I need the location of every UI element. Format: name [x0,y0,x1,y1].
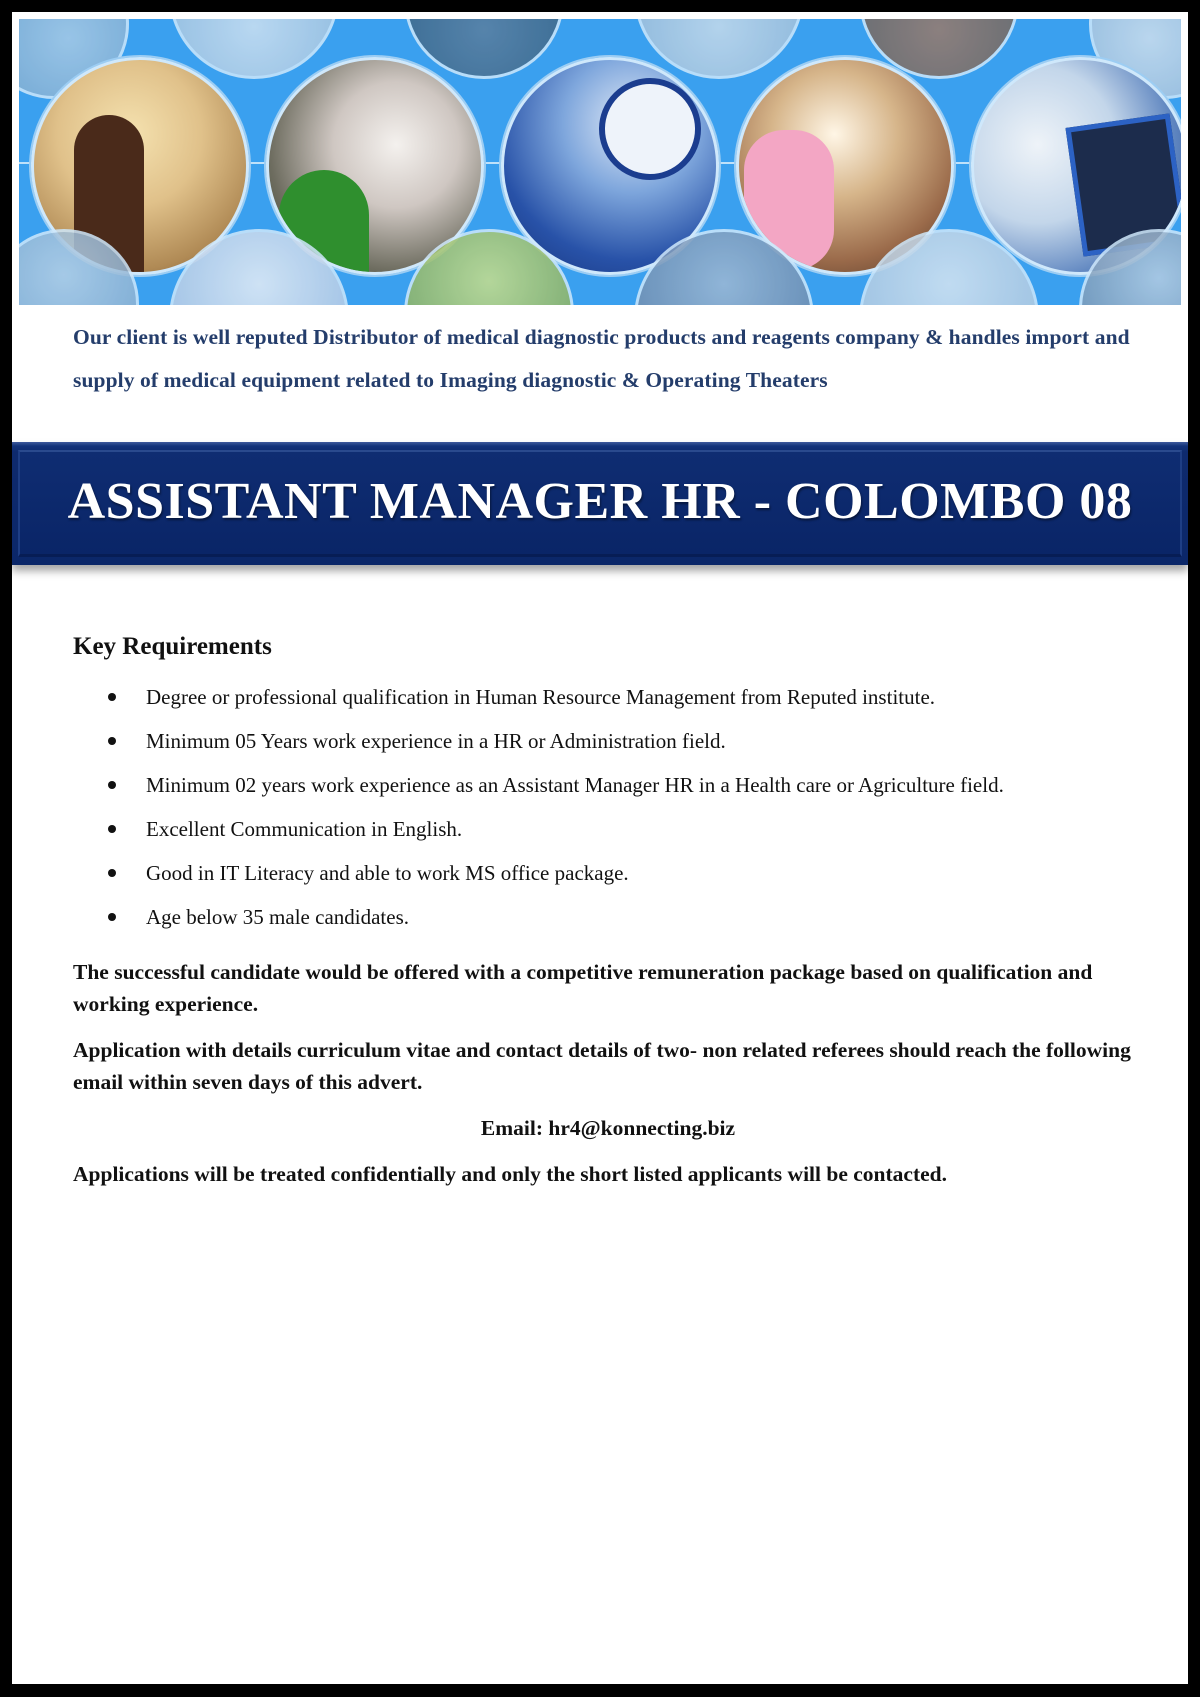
bullet-icon [108,781,116,789]
confidentiality-paragraph: Applications will be treated confidentially and only the short listed applicants will be contacted. [73,1162,947,1186]
key-requirements-heading: Key Requirements [73,633,272,660]
requirement-item [73,808,1143,850]
header-photo-collage [19,19,1181,305]
requirement-text: Good in IT Literacy and able to work MS office package. [146,861,629,885]
job-title: ASSISTANT MANAGER HR - COLOMBO 08 [67,473,1133,530]
requirement-item [73,764,1143,806]
application-paragraph: Application with details curriculum vitae and contact details of two- non related referees should reach the following email within seven days of this advert. [73,1038,1131,1094]
bullet-icon [108,913,116,921]
requirement-text: Age below 35 male candidates. [146,905,409,929]
remuneration-paragraph: The successful candidate would be offered with a competitive remuneration package based on qualification and working experience. [73,960,1093,1016]
requirement-item [73,852,1143,894]
bullet-icon [108,869,116,877]
job-details [73,632,1143,1190]
job-title-banner [12,442,1188,565]
requirement-text: Minimum 05 Years work experience in a HR or Administration field. [146,729,726,753]
requirements-list [73,676,1143,938]
requirement-item [73,720,1143,762]
bullet-icon [108,825,116,833]
contact-email[interactable]: Email: hr4@konnecting.biz [480,1116,736,1140]
requirement-item [73,896,1143,938]
job-advert-page [12,12,1188,1684]
requirement-text: Minimum 02 years work experience as an Assistant Manager HR in a Health care or Agriculture field. [146,773,1004,797]
requirement-item [73,676,1143,718]
bullet-icon [108,737,116,745]
photo-lab-workers-icon [169,19,339,79]
requirement-text: Excellent Communication in English. [146,817,463,841]
bullet-icon [108,693,116,701]
company-description: Our client is well reputed Distributor of medical diagnostic products and reagents company & handles import and supply of medical equipment related to Imaging diagnostic & Operating Theaters [73,325,1130,392]
requirement-text: Degree or professional qualification in Human Resource Management from Reputed institute. [146,685,936,709]
